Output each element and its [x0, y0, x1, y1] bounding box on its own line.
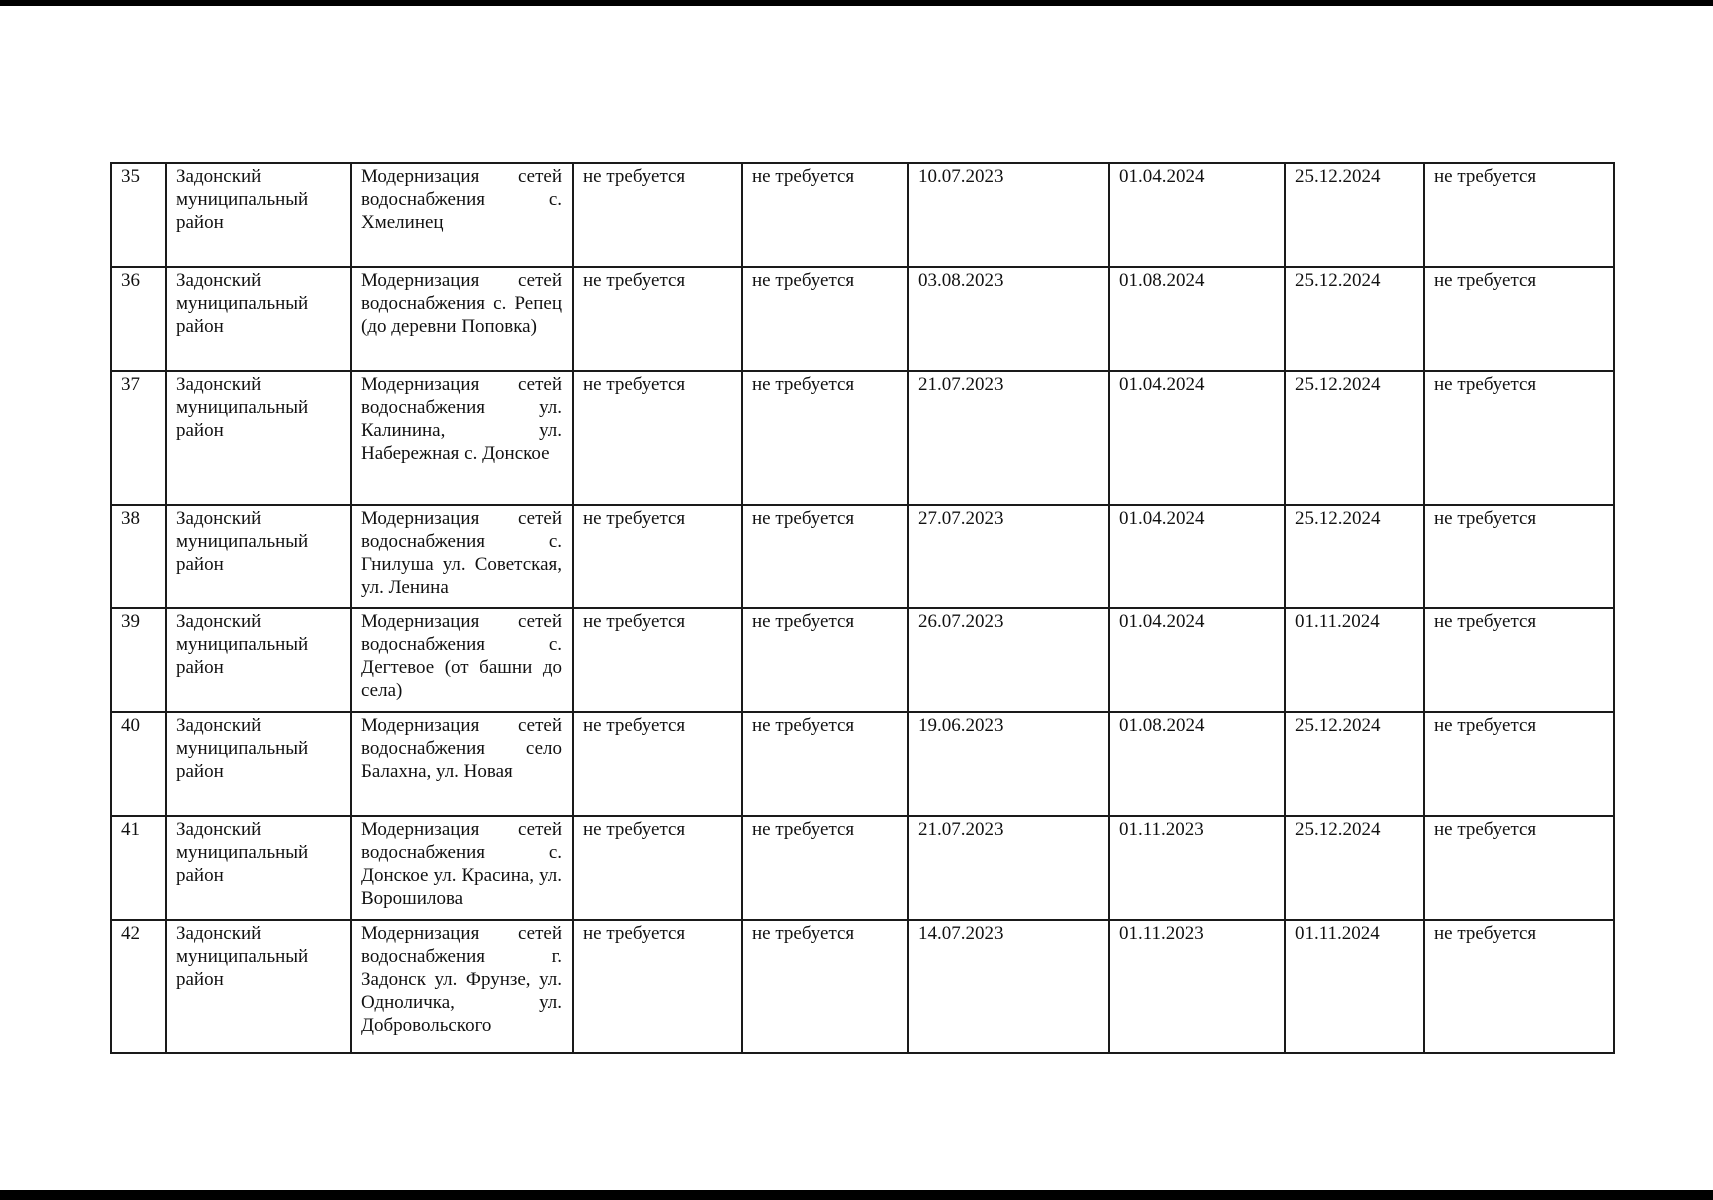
row-number: 41 [111, 816, 166, 920]
requirement-cell-1: не требуется [573, 505, 742, 608]
requirement-cell-3: не требуется [1424, 608, 1614, 712]
requirement-cell-2: не требуется [742, 371, 908, 505]
project-name-cell: Модернизация сетей водоснабжения с. Дегтевое (от башни до села) [351, 608, 573, 712]
row-number: 39 [111, 608, 166, 712]
table-row [111, 505, 1614, 608]
row-number: 35 [111, 163, 166, 267]
date-cell-2: 01.04.2024 [1109, 163, 1285, 267]
project-name-cell: Модернизация сетей водоснабжения с. Донское ул. Красина, ул. Ворошилова [351, 816, 573, 920]
requirement-cell-3: не требуется [1424, 267, 1614, 371]
date-cell-3: 25.12.2024 [1285, 816, 1424, 920]
district-cell: Задонский муниципальный район [166, 267, 351, 371]
requirement-cell-2: не требуется [742, 608, 908, 712]
date-cell-2: 01.04.2024 [1109, 371, 1285, 505]
date-cell-3: 25.12.2024 [1285, 371, 1424, 505]
table-row [111, 816, 1614, 920]
date-cell-1: 21.07.2023 [908, 371, 1109, 505]
row-number: 37 [111, 371, 166, 505]
date-cell-2: 01.11.2023 [1109, 816, 1285, 920]
district-cell: Задонский муниципальный район [166, 505, 351, 608]
date-cell-3: 25.12.2024 [1285, 712, 1424, 816]
date-cell-2: 01.08.2024 [1109, 267, 1285, 371]
project-name-cell: Модернизация сетей водоснабжения г. Задонск ул. Фрунзе, ул. Одноличка, ул. Добровольского [351, 920, 573, 1053]
table-row [111, 267, 1614, 371]
date-cell-1: 21.07.2023 [908, 816, 1109, 920]
table-row [111, 920, 1614, 1053]
requirement-cell-2: не требуется [742, 163, 908, 267]
requirement-cell-2: не требуется [742, 267, 908, 371]
district-cell: Задонский муниципальный район [166, 163, 351, 267]
project-name-cell: Модернизация сетей водоснабжения с. Гнилуша ул. Советская, ул. Ленина [351, 505, 573, 608]
date-cell-2: 01.11.2023 [1109, 920, 1285, 1053]
date-cell-3: 01.11.2024 [1285, 920, 1424, 1053]
table-row [111, 371, 1614, 505]
requirement-cell-2: не требуется [742, 505, 908, 608]
requirement-cell-1: не требуется [573, 712, 742, 816]
district-cell: Задонский муниципальный район [166, 816, 351, 920]
table-row [111, 608, 1614, 712]
date-cell-3: 25.12.2024 [1285, 267, 1424, 371]
row-number: 38 [111, 505, 166, 608]
table-row [111, 712, 1614, 816]
date-cell-1: 14.07.2023 [908, 920, 1109, 1053]
document-page [0, 6, 1713, 1190]
project-name-cell: Модернизация сетей водоснабжения с. Репец (до деревни Поповка) [351, 267, 573, 371]
date-cell-1: 26.07.2023 [908, 608, 1109, 712]
requirement-cell-1: не требуется [573, 163, 742, 267]
requirement-cell-1: не требуется [573, 608, 742, 712]
date-cell-1: 19.06.2023 [908, 712, 1109, 816]
date-cell-3: 25.12.2024 [1285, 163, 1424, 267]
requirement-cell-3: не требуется [1424, 505, 1614, 608]
date-cell-3: 01.11.2024 [1285, 608, 1424, 712]
date-cell-2: 01.04.2024 [1109, 608, 1285, 712]
row-number: 40 [111, 712, 166, 816]
requirement-cell-3: не требуется [1424, 816, 1614, 920]
requirement-cell-3: не требуется [1424, 712, 1614, 816]
district-cell: Задонский муниципальный район [166, 712, 351, 816]
project-name-cell: Модернизация сетей водоснабжения ул. Калинина, ул. Набережная с. Донское [351, 371, 573, 505]
district-cell: Задонский муниципальный район [166, 371, 351, 505]
date-cell-1: 27.07.2023 [908, 505, 1109, 608]
row-number: 42 [111, 920, 166, 1053]
date-cell-1: 10.07.2023 [908, 163, 1109, 267]
requirement-cell-3: не требуется [1424, 920, 1614, 1053]
requirement-cell-3: не требуется [1424, 163, 1614, 267]
requirement-cell-1: не требуется [573, 267, 742, 371]
requirement-cell-2: не требуется [742, 920, 908, 1053]
district-cell: Задонский муниципальный район [166, 608, 351, 712]
table-row [111, 163, 1614, 267]
date-cell-2: 01.08.2024 [1109, 712, 1285, 816]
date-cell-3: 25.12.2024 [1285, 505, 1424, 608]
date-cell-1: 03.08.2023 [908, 267, 1109, 371]
requirement-cell-2: не требуется [742, 712, 908, 816]
projects-table [110, 162, 1615, 1054]
project-name-cell: Модернизация сетей водоснабжения с. Хмелинец [351, 163, 573, 267]
project-name-cell: Модернизация сетей водоснабжения село Балахна, ул. Новая [351, 712, 573, 816]
date-cell-2: 01.04.2024 [1109, 505, 1285, 608]
row-number: 36 [111, 267, 166, 371]
district-cell: Задонский муниципальный район [166, 920, 351, 1053]
requirement-cell-3: не требуется [1424, 371, 1614, 505]
requirement-cell-2: не требуется [742, 816, 908, 920]
requirement-cell-1: не требуется [573, 920, 742, 1053]
requirement-cell-1: не требуется [573, 371, 742, 505]
requirement-cell-1: не требуется [573, 816, 742, 920]
